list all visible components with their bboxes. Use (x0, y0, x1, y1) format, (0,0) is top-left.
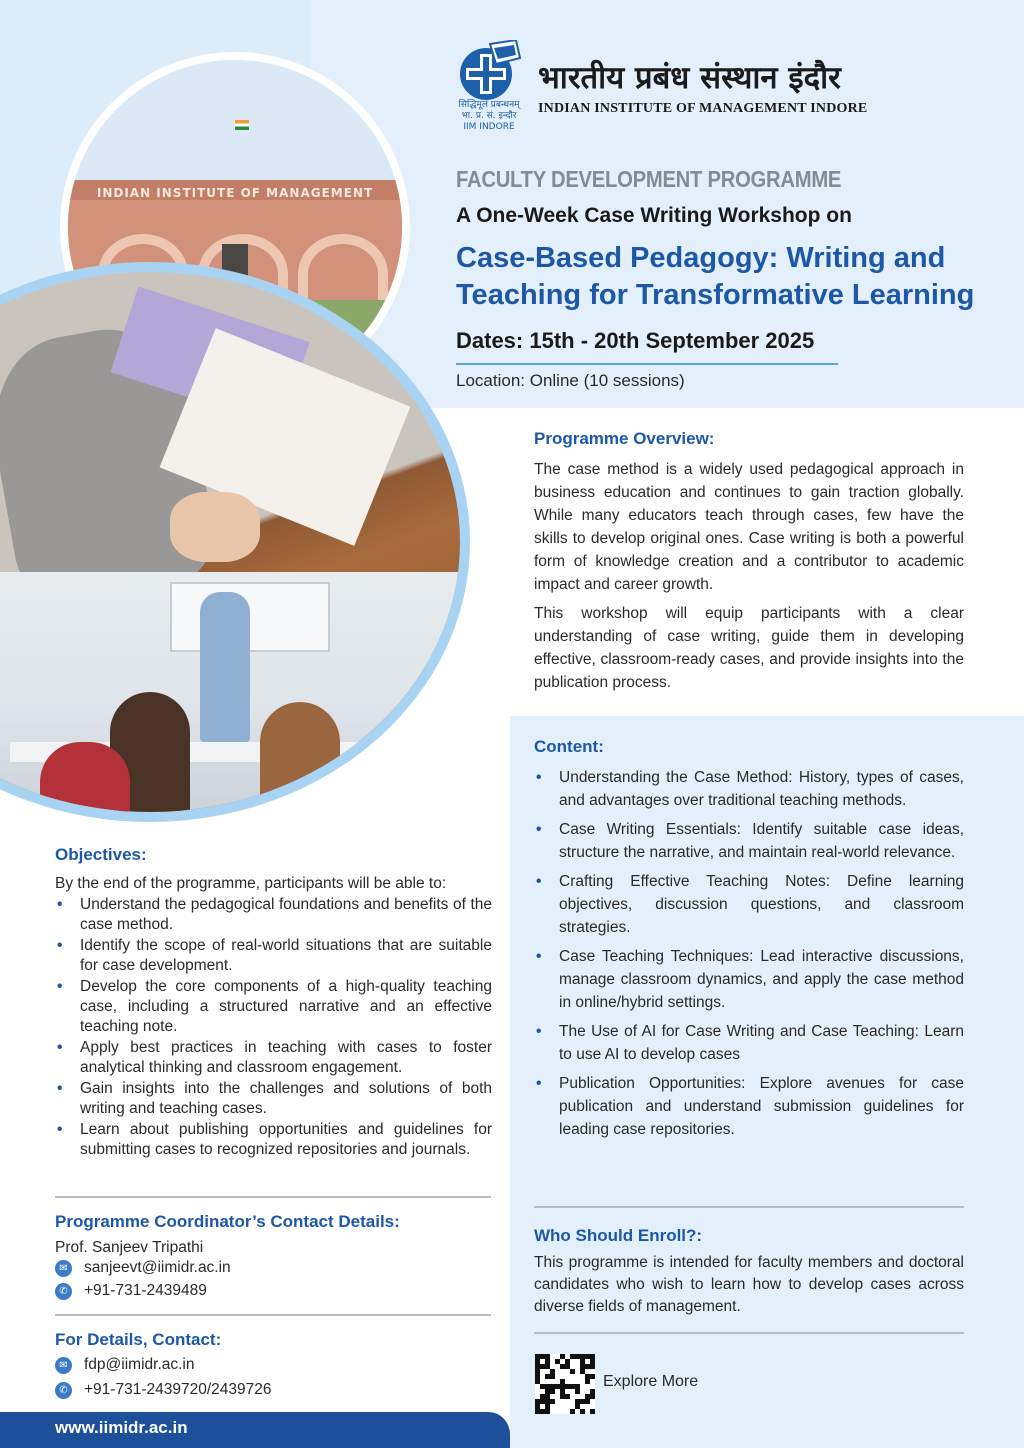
dates-underline (456, 363, 838, 365)
overview-para-2: This workshop will equip participants with a clear understanding of case writing, guide them in developing effective, classroom-ready cases, and provide insights into the publication process. (534, 605, 964, 691)
coordinator-email-row[interactable] (55, 1259, 231, 1277)
enroll-heading: Who Should Enroll?: (534, 1226, 703, 1245)
coordinator-name: Prof. Sanjeev Tripathi (55, 1239, 204, 1256)
coordinator-phone[interactable]: +91-731-2439489 (84, 1282, 207, 1299)
coordinator-heading: Programme Coordinator’s Contact Details: (55, 1212, 400, 1231)
divider (534, 1332, 964, 1334)
programme-subtitle: A One-Week Case Writing Workshop on (456, 204, 852, 227)
logo-motto: सिद्धिमूलं प्रबन्धनम् भा. प्र. सं. इन्दौर IIM INDORE (458, 100, 520, 132)
list-item: • Understand the pedagogical foundations and benefits of the case method. (55, 895, 492, 935)
coordinator-phone-row[interactable] (55, 1282, 207, 1300)
phone-icon: ✆ (55, 1283, 72, 1300)
details-phone[interactable]: +91-731-2439720/2439726 (84, 1381, 272, 1398)
flag-icon (235, 120, 249, 130)
list-item: • Learn about publishing opportunities and guidelines for submitting cases to recognized repositories and journals. (55, 1120, 492, 1160)
website-link[interactable]: www.iimidr.ac.in (55, 1418, 188, 1437)
envelope-icon: ✉ (55, 1357, 72, 1374)
coordinator-email[interactable]: sanjeevt@iimidr.ac.in (84, 1259, 231, 1276)
list-item: • Case Teaching Techniques: Lead interactive discussions, manage classroom dynamics, and apply the case method in online/hybrid settings. (534, 945, 964, 1014)
explore-more-label: Explore More (603, 1373, 699, 1390)
list-item: • Crafting Effective Teaching Notes: Define learning objectives, discussion questions, and classroom strategies. (534, 870, 964, 939)
content-list (534, 766, 964, 1147)
list-item: • Publication Opportunities: Explore avenues for case publication and understand submission guidelines for leading case repositories. (534, 1072, 964, 1141)
qr-code-icon[interactable] (535, 1354, 595, 1414)
objectives-list (55, 895, 492, 1161)
list-item: • Case Writing Essentials: Identify suitable case ideas, structure the narrative, and maintain real-world relevance. (534, 818, 964, 864)
list-item: • Identify the scope of real-world situations that are suitable for case development. (55, 936, 492, 976)
programme-location: Location: Online (10 sessions) (456, 371, 685, 390)
details-heading: For Details, Contact: (55, 1330, 222, 1349)
programme-title: Case-Based Pedagogy: Writing and Teaching for Transformative Learning (456, 242, 975, 311)
programme-dates: Dates: 15th - 20th September 2025 (456, 328, 815, 353)
campus-sign: INDIAN INSTITUTE OF MANAGEMENT (68, 180, 402, 207)
details-email-row[interactable] (55, 1356, 195, 1374)
overview-heading: Programme Overview: (534, 429, 715, 448)
divider (55, 1314, 491, 1316)
list-item: • Apply best practices in teaching with cases to foster analytical thinking and classroom engagement. (55, 1038, 492, 1078)
institute-name-english: INDIAN INSTITUTE OF MANAGEMENT INDORE (538, 101, 868, 116)
details-email[interactable]: fdp@iimidr.ac.in (84, 1356, 195, 1373)
overview-para-1: The case method is a widely used pedagogical approach in business education and continues to gain traction globally. While many educators teach through cases, few have the skills to develop original ones. Case writing is both a powerful form of knowledge creation and a contributor to academic impact and career growth. (534, 461, 964, 593)
list-item: • Understanding the Case Method: History, types of cases, and advantages over traditional teaching methods. (534, 766, 964, 812)
list-item: • The Use of AI for Case Writing and Case Teaching: Learn to use AI to develop cases (534, 1020, 964, 1066)
list-item: • Develop the core components of a high-quality teaching case, including a structured narrative and an effective teaching note. (55, 977, 492, 1037)
details-phone-row[interactable] (55, 1381, 271, 1399)
objectives-intro: By the end of the programme, participants will be able to: (55, 875, 447, 892)
envelope-icon: ✉ (55, 1260, 72, 1277)
divider (534, 1206, 964, 1208)
content-heading: Content: (534, 737, 604, 756)
institute-name-hindi: भारतीय प्रबंध संस्थान इंदौर (538, 60, 841, 96)
objectives-heading: Objectives: (55, 845, 147, 864)
iim-indore-logo-icon (456, 40, 522, 102)
phone-icon: ✆ (55, 1382, 72, 1399)
divider (55, 1196, 491, 1198)
list-item: • Gain insights into the challenges and solutions of both writing and teaching cases. (55, 1079, 492, 1119)
enroll-text: This programme is intended for faculty members and doctoral candidates who wish to learn how to develop cases across diverse fields of management. (534, 1254, 964, 1315)
programme-label: FACULTY DEVELOPMENT PROGRAMME (456, 166, 842, 192)
